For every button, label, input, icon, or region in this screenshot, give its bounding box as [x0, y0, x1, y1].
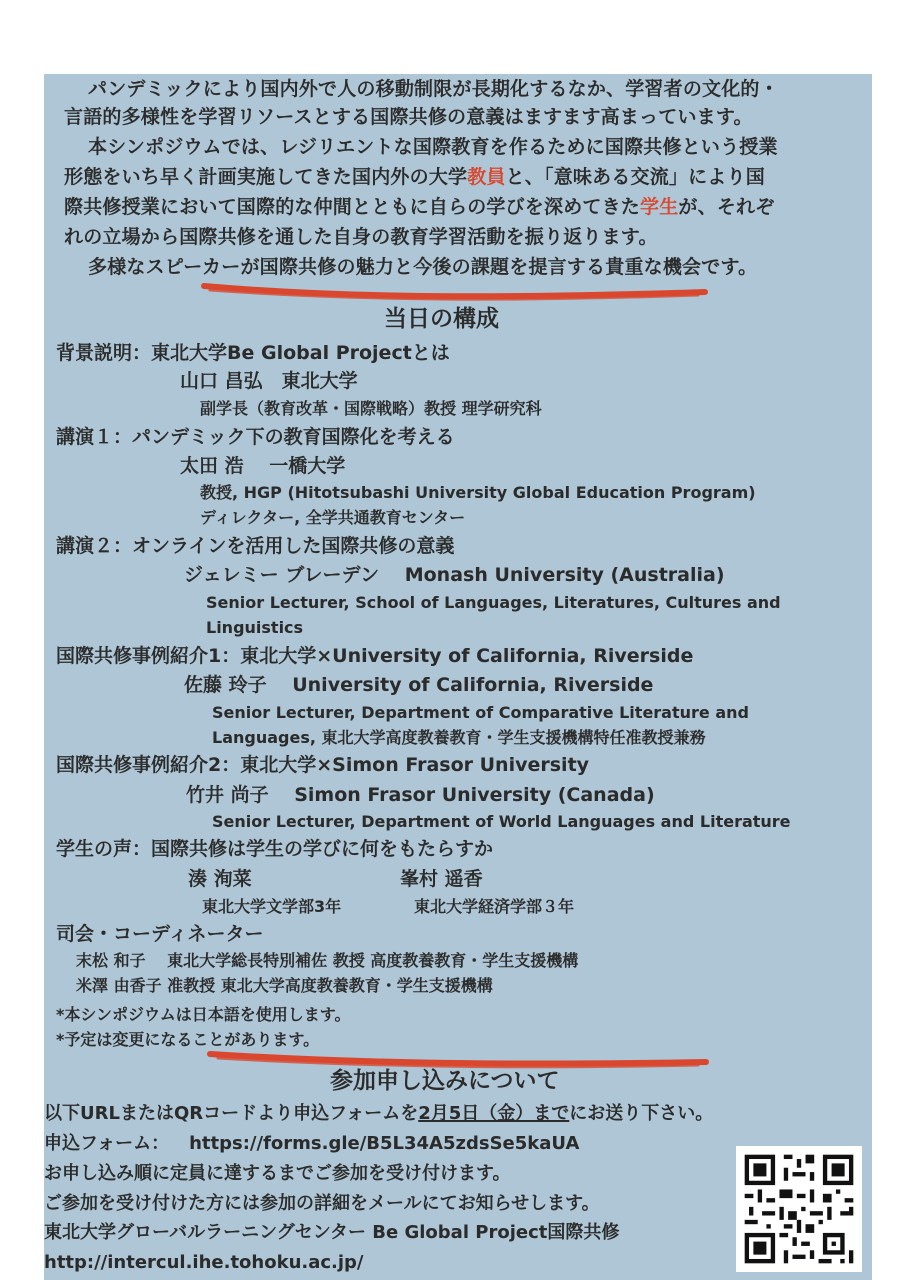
- speaker-title: 教授, HGP (Hitotsubashi University Global Education Program): [200, 483, 756, 502]
- highlight-teachers: 教員: [467, 166, 506, 188]
- speaker-name: 竹井 尚子 Simon Frasor University (Canada): [186, 784, 655, 806]
- student-name: 峯村 遥香: [400, 868, 483, 890]
- registration-text: にお送り下さい。: [569, 1103, 714, 1124]
- intro-line: れの立場から国際共修を通した自身の教育学習活動を振り返ります。: [64, 226, 658, 248]
- note: *予定は変更になることがあります。: [56, 1030, 320, 1049]
- intro-line: [64, 198, 774, 217]
- organization-name: 東北大学グローバルラーニングセンター Be Global Project国際共修: [44, 1222, 620, 1243]
- student-voice-label: 学生の声：国際共修は学生の学びに何をもたらすか: [56, 838, 494, 860]
- speaker-title: ディレクター, 全学共通教育センター: [200, 508, 466, 527]
- speaker-name: 太田 浩 一橋大学: [180, 455, 346, 477]
- form-url-link[interactable]: https://forms.gle/B5L34A5zdsSe5kaUA: [189, 1133, 580, 1154]
- intro-line: 言語的多様性を学習リソースとする国際共修の意義はますます高まっています。: [64, 106, 753, 128]
- student-name: 湊 洵菜: [188, 868, 252, 890]
- moderator-line: 末松 和子 東北大学総長特別補佐 教授 高度教養教育・学生支援機構: [76, 951, 579, 970]
- intro-text: 形態をいち早く計画実施してきた国内外の大学: [64, 166, 468, 188]
- intro-text: 際共修授業において国際的な仲間とともに自らの学びを深めてきた: [64, 196, 641, 218]
- program-heading: 当日の構成: [384, 306, 499, 332]
- intro-text: と、「意味ある交流」により国: [505, 166, 765, 188]
- intro-text: が、それぞ: [678, 196, 775, 218]
- case1-label: 国際共修事例紹介1：東北大学×University of California, Riverside: [56, 645, 694, 667]
- speaker-name: ジェレミー ブレーデン Monash University (Australia): [184, 564, 725, 586]
- keynote2-label: 講演２：オンラインを活用した国際共修の意義: [56, 535, 455, 557]
- speaker-title: Senior Lecturer, Department of Comparative Literature and: [212, 703, 749, 722]
- brush-underline: [200, 280, 710, 308]
- intro-line: [64, 168, 765, 187]
- student-affiliation: 東北大学文学部3年: [202, 897, 342, 916]
- registration-line: ご参加を受け付けた方には参加の詳細をメールにてお知らせします。: [44, 1193, 600, 1214]
- site-url-link[interactable]: http://intercul.ihe.tohoku.ac.jp/: [44, 1252, 364, 1273]
- moderator-label: 司会・コーディネーター: [56, 923, 264, 945]
- moderator-line: 米澤 由香子 准教授 東北大学高度教養教育・学生支援機構: [76, 976, 493, 995]
- registration-line: [44, 1105, 713, 1123]
- registration-heading: 参加申し込みについて: [330, 1068, 560, 1094]
- form-label: 申込フォーム：: [44, 1133, 170, 1154]
- speaker-title: Languages, 東北大学高度教養教育・学生支援機構特任准教授兼務: [212, 728, 706, 747]
- keynote1-label: 講演１：パンデミック下の教育国際化を考える: [56, 426, 455, 448]
- background-label: 背景説明：東北大学Be Global Projectとは: [56, 342, 450, 364]
- deadline: 2月5日（金）まで: [418, 1103, 570, 1124]
- qr-code-icon[interactable]: [736, 1146, 862, 1272]
- registration-text: 以下URLまたはQRコードより申込フォームを: [44, 1103, 419, 1124]
- intro-line: 本シンポジウムでは、レジリエントな国際教育を作るために国際共修という授業: [88, 136, 778, 158]
- speaker-title: Senior Lecturer, Department of World Languages and Literature: [212, 812, 791, 831]
- form-line: [44, 1135, 579, 1153]
- intro-line: 多様なスピーカーが国際共修の魅力と今後の課題を提言する貴重な機会です。: [88, 256, 758, 278]
- intro-line: パンデミックにより国内外で人の移動制限が長期化するなか、学習者の文化的・: [88, 78, 779, 100]
- speaker-title: 副学長（教育改革・国際戦略）教授 理学研究科: [200, 399, 542, 418]
- highlight-students: 学生: [640, 196, 679, 218]
- registration-line: お申し込み順に定員に達するまでご参加を受け付けます。: [44, 1163, 511, 1184]
- speaker-name: 山口 昌弘 東北大学: [180, 370, 358, 392]
- case2-label: 国際共修事例紹介2：東北大学×Simon Frasor University: [56, 754, 590, 776]
- student-affiliation: 東北大学経済学部３年: [414, 897, 575, 916]
- speaker-title: Senior Lecturer, School of Languages, Literatures, Cultures and: [206, 593, 781, 612]
- note: *本シンポジウムは日本語を使用します。: [56, 1005, 351, 1024]
- speaker-name: 佐藤 玲子 University of California, Riverside: [184, 674, 654, 696]
- speaker-title: Linguistics: [206, 618, 304, 637]
